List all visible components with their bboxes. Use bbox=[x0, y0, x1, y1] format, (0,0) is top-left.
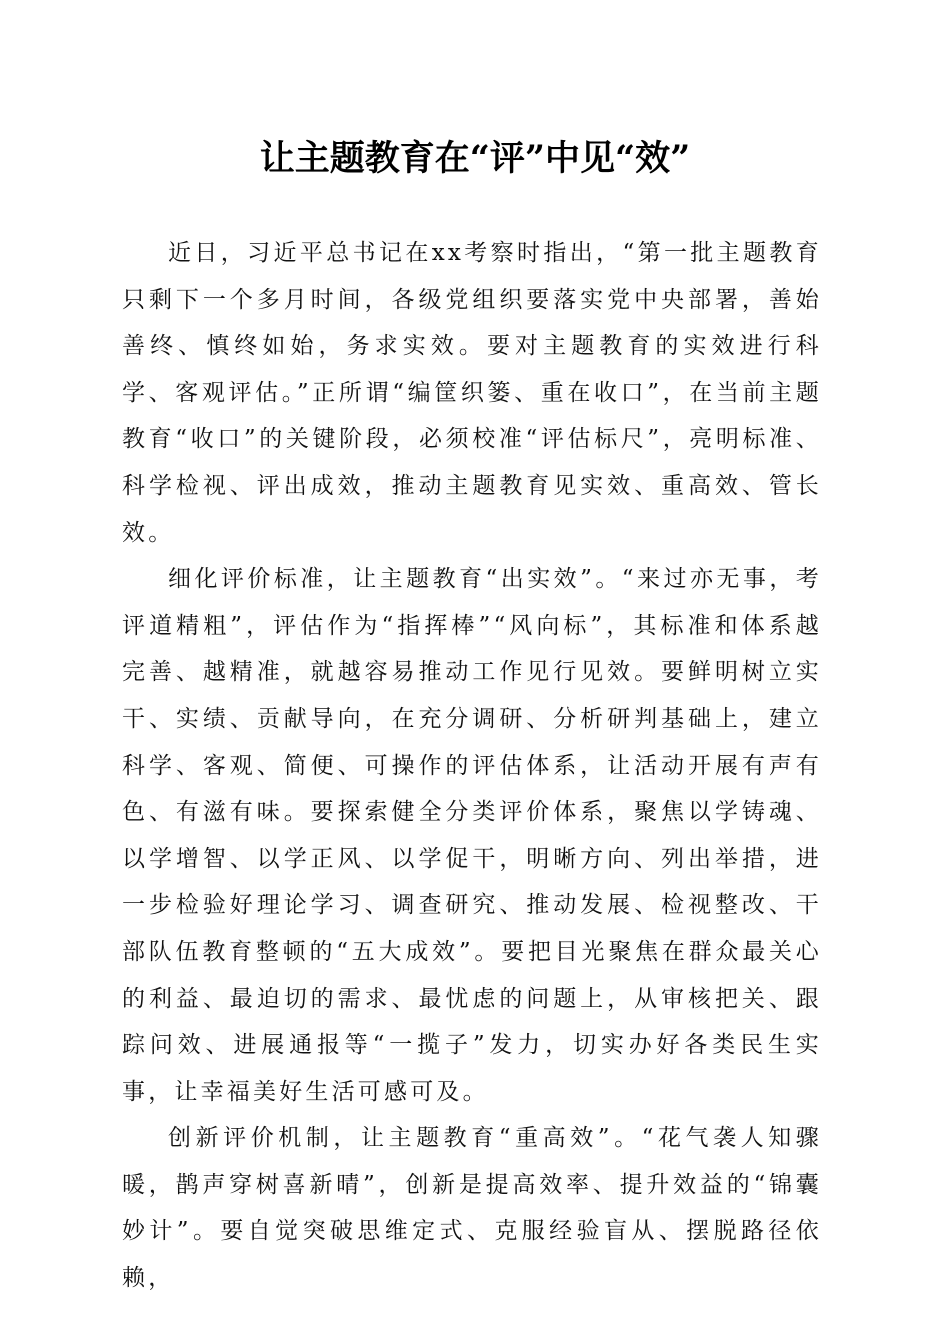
paragraph: 近日，习近平总书记在xx考察时指出，“第一批主题教育只剩下一个多月时间，各级党组织要落实党中央部署，善始善终、慎终如始，务求实效。要对主题教育的实效进行科学、客观评估。”正所谓“编筐织篓、重在收口”，在当前主题教育“收口”的关键阶段，必须校准“评估标尺”，亮明标准、科学检视、评出成效，推动主题教育见实效、重高效、管长效。 bbox=[122, 240, 822, 546]
paragraph: 创新评价机制，让主题教育“重高效”。“花气袭人知骤暖，鹊声穿树喜新晴”，创新是提高效率、提升效益的“锦囊妙计”。要自觉突破思维定式、克服经验盲从、摆脱路径依赖， bbox=[122, 1125, 822, 1292]
paragraph: 细化评价标准，让主题教育“出实效”。“来过亦无事，考评道精粗”，评估作为“指挥棒”“风向标”，其标准和体系越完善、越精准，就越容易推动工作见行见效。要鲜明树立实干、实绩、贡献导向，在充分调研、分析研判基础上，建立科学、客观、简便、可操作的评估体系，让活动开展有声有色、有滋有味。要探索健全分类评价体系，聚焦以学铸魂、以学增智、以学正风、以学促干，明晰方向、列出举措，进一步检验好理论学习、调查研究、推动发展、检视整改、干部队伍教育整顿的“五大成效”。要把目光聚焦在群众最关心的利益、最迫切的需求、最忧虑的问题上，从审核把关、跟踪问效、进展通报等“一揽子”发力，切实办好各类民生实事，让幸福美好生活可感可及。 bbox=[122, 566, 822, 1105]
document-body bbox=[122, 230, 822, 1302]
document-title: 让主题教育在“评”中见“效” bbox=[259, 138, 691, 179]
